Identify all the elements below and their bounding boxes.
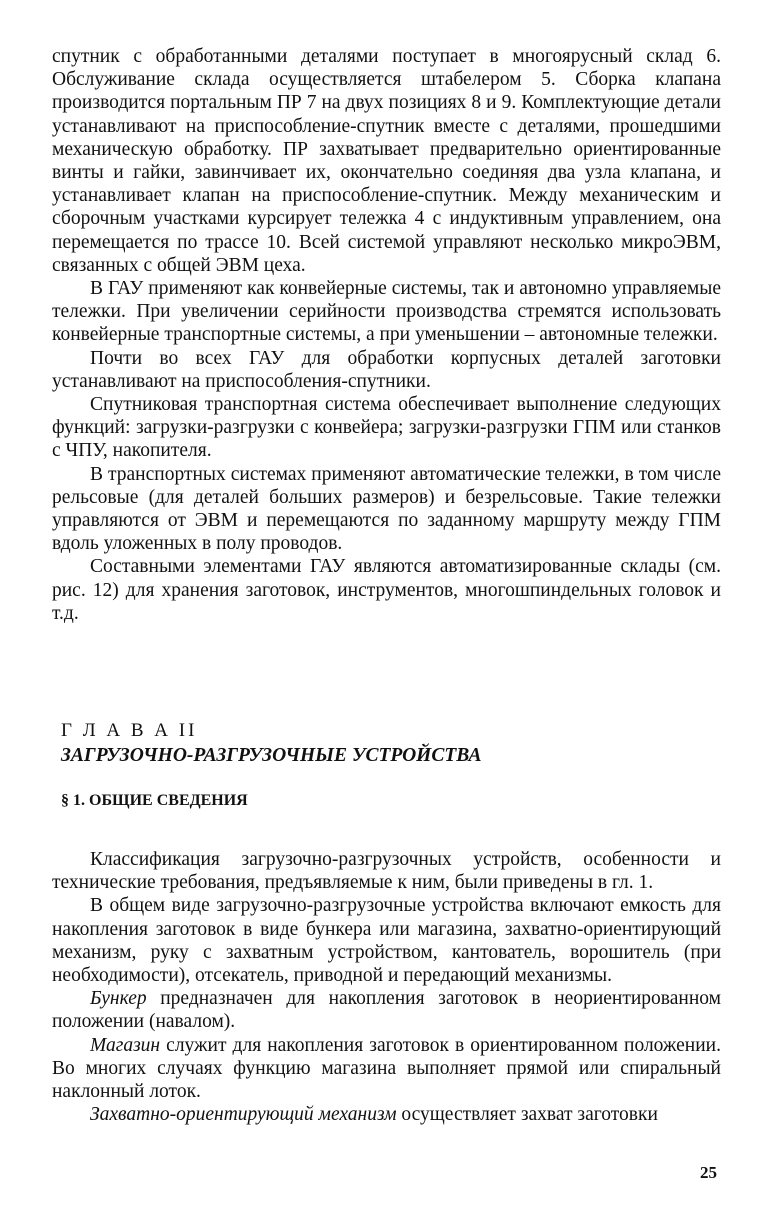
paragraph-text: служит для накопления заготовок в ориентированном положении. Во многих случаях функцию магазина выполняет прямой или спиральный наклонный лоток.: [52, 1034, 721, 1103]
paragraph: В транспортных системах применяют автоматические тележки, в том числе рельсовые (для деталей больших размеров) и безрельсовые. Такие тележки управляются от ЭВМ и перемещаются по заданному маршруту между ГПМ вдоль уложенных в полу проводов.: [52, 463, 721, 555]
paragraph-gripper: [52, 1103, 721, 1126]
paragraph: В ГАУ применяют как конвейерные системы, так и автономно управляемые тележки. При увеличении серийности производства стремятся использовать конвейерные транспортные системы, а при уменьшении – автономные тележки.: [52, 278, 721, 346]
bottom-text-block: [52, 848, 721, 1126]
top-text-block: [52, 45, 721, 625]
paragraph: Составными элементами ГАУ являются автоматизированные склады (см. рис. 12) для хранения заготовок, инструментов, многошпиндельных головок и т.д.: [52, 556, 721, 624]
paragraph-text: предназначен для накопления заготовок в неориентированном положении (навалом).: [52, 988, 721, 1033]
chapter-label: Г Л А В А II: [61, 720, 198, 741]
paragraph-magazine: [52, 1034, 721, 1104]
paragraph-bunker: [52, 987, 721, 1033]
paragraph-text: осуществляет захват заготовки: [396, 1104, 658, 1126]
paragraph: В общем виде загрузочно-разгрузочные устройства включают емкость для накопления заготовок в виде бункера или магазина, захватно-ориентирующий механизм, руку с захватным устройством, кантователь, ворошитель (при необходимости), отсекатель, приводной и передающий механизмы.: [52, 895, 721, 987]
section-title: § 1. ОБЩИЕ СВЕДЕНИЯ: [61, 792, 248, 809]
chapter-title: ЗАГРУЗОЧНО-РАЗГРУЗОЧНЫЕ УСТРОЙСТВА: [61, 745, 482, 766]
paragraph: Почти во всех ГАУ для обработки корпусных деталей заготовки устанавливают на приспособления-спутники.: [52, 347, 721, 392]
paragraph: Спутниковая транспортная система обеспечивает выполнение следующих функций: загрузки-разгрузки с конвейера; загрузки-разгрузки ГПМ или станков с ЧПУ, накопителя.: [52, 394, 721, 462]
term-gripper-mechanism: Захватно-ориентирующий механизм: [90, 1104, 397, 1126]
page-number: 25: [700, 1163, 717, 1182]
term-bunker: Бункер: [90, 988, 147, 1010]
paragraph-continuation: спутник с обработанными деталями поступает в многоярусный склад 6. Обслуживание склада осуществляется штабелером 5. Сборка клапана производится портальным ПР 7 на двух позициях 8 и 9. Комплектующие детали устанавливают на приспособление-спутник вместе с деталями, прошедшими механическую обработку. ПР захватывает предварительно ориентированные винты и гайки, завинчивает их, окончательно соединяя два узла клапана, и устанавливает клапан на приспособление-спутник. Между механическим и сборочным участками курсирует тележка 4 с индуктивным управлением, она перемещается по трассе 10. Всей системой управляют несколько микроЭВМ, связанных с общей ЭВМ цеха.: [52, 46, 721, 276]
paragraph: Классификация загрузочно-разгрузочных устройств, особенности и технические требования, предъявляемые к ним, были приведены в гл. 1.: [52, 849, 721, 894]
term-magazine: Магазин: [90, 1034, 161, 1056]
